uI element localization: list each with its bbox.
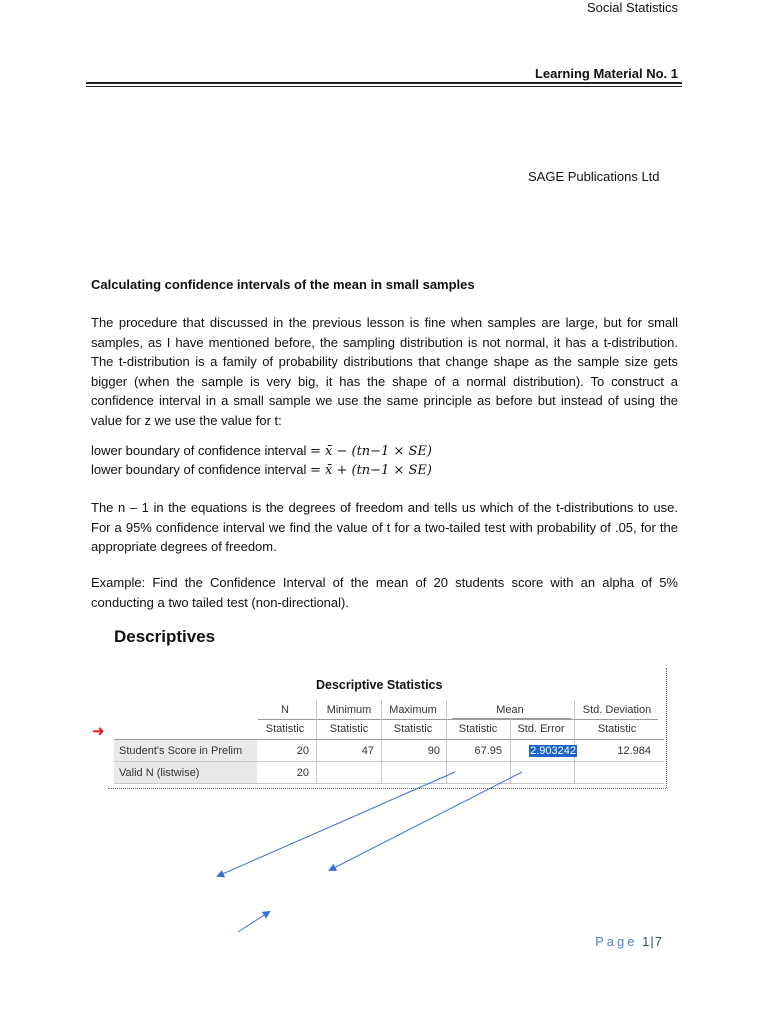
section-title: Calculating confidence intervals of the mean in small samples (91, 277, 475, 292)
equation-1-math: = x̄ − (tn−1 × SE) (309, 444, 432, 459)
table-title: Descriptive Statistics (316, 678, 443, 692)
annotation-arrow-3 (238, 912, 269, 932)
page-footer: Page 1|7 (595, 934, 663, 949)
subheader-statistic: Statistic (458, 723, 498, 735)
paragraph-degrees-freedom: The n – 1 in the equations is the degrees of freedom and tells us which of the t-distributions to use. For a 95% confidence interval we find the value of t for a two-tailed test with probability of .05, for the appropriate degrees of freedom. (91, 500, 678, 554)
cell-n: 20 (296, 767, 309, 779)
cell-std-error-value: 2.903242 (530, 745, 576, 757)
cell-n: 20 (296, 745, 309, 757)
header-n: N (281, 704, 289, 716)
total-pages: 7 (654, 934, 663, 949)
row-label: Valid N (listwise) (119, 767, 200, 779)
publisher-label: SAGE Publications Ltd (528, 169, 660, 184)
paragraph-example: Example: Find the Confidence Interval of the mean of 20 students score with an alpha of 5% conducting a two tailed test (non-directional). (91, 575, 678, 610)
header-std-deviation: Std. Deviation (582, 704, 652, 716)
page-word: Page (595, 934, 638, 949)
equation-2-math: = x̄ + (tn−1 × SE) (309, 463, 432, 478)
cell-mean: 67.95 (474, 745, 502, 757)
subheader-std-error: Std. Error (517, 723, 565, 735)
subheader-statistic: Statistic (265, 723, 305, 735)
header-mean: Mean (496, 704, 524, 716)
cell-std-deviation: 12.984 (617, 745, 651, 757)
subheader-statistic: Statistic (393, 723, 433, 735)
cell-maximum: 90 (427, 745, 440, 757)
subheader-statistic: Statistic (329, 723, 369, 735)
header-maximum: Maximum (389, 704, 437, 716)
course-title: Social Statistics (586, 0, 678, 15)
cell-minimum: 47 (361, 745, 374, 757)
header-minimum: Minimum (326, 704, 372, 716)
page-number: 1 (642, 934, 651, 949)
equation-1-label: lower boundary of confidence interval (91, 443, 307, 458)
subheader-statistic: Statistic (597, 723, 637, 735)
row-label: Student's Score in Prelim (119, 745, 243, 757)
red-arrow-icon: ➜ (92, 723, 105, 740)
annotation-arrow-2 (330, 772, 522, 870)
learning-material-label: Learning Material No. 1 (534, 66, 678, 81)
descriptives-heading: Descriptives (114, 627, 216, 646)
equation-2-label: lower boundary of confidence interval (91, 462, 307, 477)
paragraph-intro: The procedure that discussed in the previous lesson is fine when samples are large, but for small samples, as I have mentioned before, the sampling distribution is not normal, it has a t-distribution. The t-distribution is a family of probability distributions that change shape as the sample size gets bigger (when the sample is very big, it has the shape of a normal distribution). To construct a confidence interval in a small sample we use the same principle as before but instead of using the value for z we use the value for t: (91, 315, 678, 428)
